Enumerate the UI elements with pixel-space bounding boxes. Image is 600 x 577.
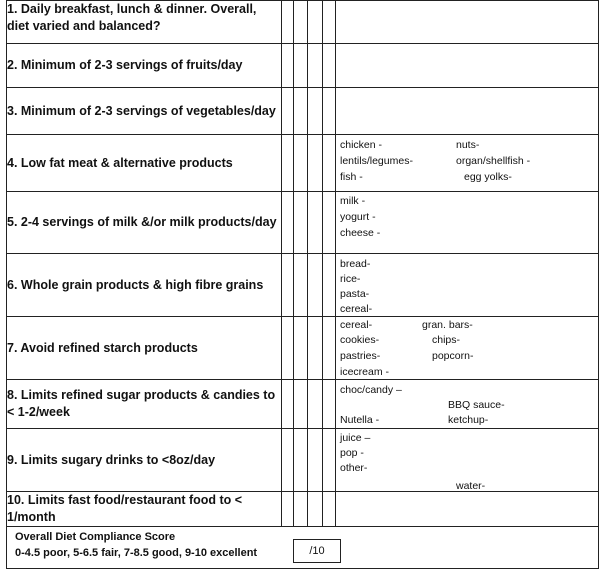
notes-cell-9[interactable] (336, 429, 599, 492)
check-cell[interactable] (282, 1, 294, 44)
check-cell[interactable] (294, 44, 308, 88)
check-cell[interactable] (294, 88, 308, 135)
note-item: chicken - (340, 139, 383, 151)
notes-cell-10[interactable] (336, 492, 599, 527)
criteria-row-1 (7, 1, 599, 44)
criteria-table (6, 0, 599, 569)
check-cell[interactable] (294, 254, 308, 317)
check-cell[interactable] (323, 254, 336, 317)
notes-cell-2[interactable] (336, 44, 599, 88)
note-item: pastries- (340, 350, 381, 362)
note-item: milk - (340, 195, 366, 207)
check-cell[interactable] (308, 135, 323, 192)
note-item: Nutella - (340, 414, 380, 426)
note-item: lentils/legumes- (340, 155, 413, 167)
criteria-label-6: 6. Whole grain products & high fibre grains (7, 254, 282, 317)
note-item: cheese - (340, 227, 381, 239)
check-cell[interactable] (308, 492, 323, 527)
check-cell[interactable] (323, 492, 336, 527)
check-cell[interactable] (294, 380, 308, 429)
notes-cell-3[interactable] (336, 88, 599, 135)
note-item: cereal- (340, 303, 373, 315)
note-item: yogurt - (340, 211, 376, 223)
check-cell[interactable] (323, 317, 336, 380)
note-item: icecream - (340, 366, 390, 378)
note-item: BBQ sauce- (448, 399, 505, 411)
check-cell[interactable] (308, 1, 323, 44)
check-cell[interactable] (308, 192, 323, 254)
criteria-label-5: 5. 2-4 servings of milk &/or milk products/day (7, 192, 282, 254)
criteria-row-10 (7, 492, 599, 527)
score-suffix: /10 (309, 545, 325, 557)
note-item: other- (340, 462, 368, 474)
check-cell[interactable] (282, 254, 294, 317)
note-item: popcorn- (432, 350, 474, 362)
check-cell[interactable] (294, 192, 308, 254)
score-input[interactable] (293, 539, 341, 563)
note-item: nuts- (456, 139, 480, 151)
check-cell[interactable] (308, 254, 323, 317)
note-item: fish - (340, 171, 363, 183)
note-item: organ/shellfish - (456, 155, 531, 167)
criteria-label-2: 2. Minimum of 2-3 servings of fruits/day (7, 44, 282, 88)
note-item: ketchup- (448, 414, 489, 426)
criteria-row-6 (7, 254, 599, 317)
check-cell[interactable] (282, 88, 294, 135)
check-cell[interactable] (282, 317, 294, 380)
check-cell[interactable] (323, 429, 336, 492)
criteria-row-5 (7, 192, 599, 254)
check-cell[interactable] (323, 135, 336, 192)
check-cell[interactable] (308, 88, 323, 135)
criteria-label-1: 1. Daily breakfast, lunch & dinner. Overall, diet varied and balanced? (7, 1, 282, 44)
check-cell[interactable] (294, 1, 308, 44)
note-item: choc/candy – (340, 384, 402, 396)
notes-cell-5[interactable] (336, 192, 599, 254)
check-cell[interactable] (308, 380, 323, 429)
check-cell[interactable] (294, 135, 308, 192)
criteria-row-8 (7, 380, 599, 429)
note-item: rice- (340, 273, 361, 285)
diet-compliance-form (6, 0, 598, 575)
note-item: cookies- (340, 334, 380, 346)
criteria-label-4: 4. Low fat meat & alternative products (7, 135, 282, 192)
check-cell[interactable] (282, 492, 294, 527)
criteria-row-4 (7, 135, 599, 192)
check-cell[interactable] (308, 317, 323, 380)
criteria-row-7 (7, 317, 599, 380)
check-cell[interactable] (323, 44, 336, 88)
score-scale: 0-4.5 poor, 5-6.5 fair, 7-8.5 good, 9-10 excellent (15, 547, 258, 559)
note-item: pop - (340, 447, 364, 459)
note-item: juice – (340, 432, 371, 444)
check-cell[interactable] (323, 192, 336, 254)
check-cell[interactable] (308, 44, 323, 88)
notes-cell-4[interactable] (336, 135, 599, 192)
note-item: cereal- (340, 319, 373, 331)
criteria-row-2 (7, 44, 599, 88)
check-cell[interactable] (282, 135, 294, 192)
check-cell[interactable] (282, 380, 294, 429)
note-item: water- (456, 480, 486, 492)
check-cell[interactable] (294, 492, 308, 527)
criteria-label-3: 3. Minimum of 2-3 servings of vegetables/day (7, 88, 282, 135)
note-item: gran. bars- (422, 319, 473, 331)
criteria-row-9 (7, 429, 599, 492)
check-cell[interactable] (323, 380, 336, 429)
check-cell[interactable] (294, 317, 308, 380)
criteria-label-9: 9. Limits sugary drinks to <8oz/day (7, 429, 282, 492)
notes-cell-6[interactable] (336, 254, 599, 317)
check-cell[interactable] (308, 429, 323, 492)
note-item: pasta- (340, 288, 370, 300)
note-item: egg yolks- (464, 171, 512, 183)
criteria-label-7: 7. Avoid refined starch products (7, 317, 282, 380)
criteria-label-10: 10. Limits fast food/restaurant food to < 1/month (7, 492, 282, 527)
notes-cell-7[interactable] (336, 317, 599, 380)
criteria-row-3 (7, 88, 599, 135)
check-cell[interactable] (294, 429, 308, 492)
check-cell[interactable] (282, 192, 294, 254)
check-cell[interactable] (323, 1, 336, 44)
notes-cell-1[interactable] (336, 1, 599, 44)
notes-cell-8[interactable] (336, 380, 599, 429)
note-item: bread- (340, 258, 371, 270)
check-cell[interactable] (282, 429, 294, 492)
check-cell[interactable] (323, 88, 336, 135)
note-item: chips- (432, 334, 461, 346)
score-title: Overall Diet Compliance Score (15, 531, 176, 543)
check-cell[interactable] (282, 44, 294, 88)
criteria-label-8: 8. Limits refined sugar products & candies to < 1-2/week (7, 380, 282, 429)
